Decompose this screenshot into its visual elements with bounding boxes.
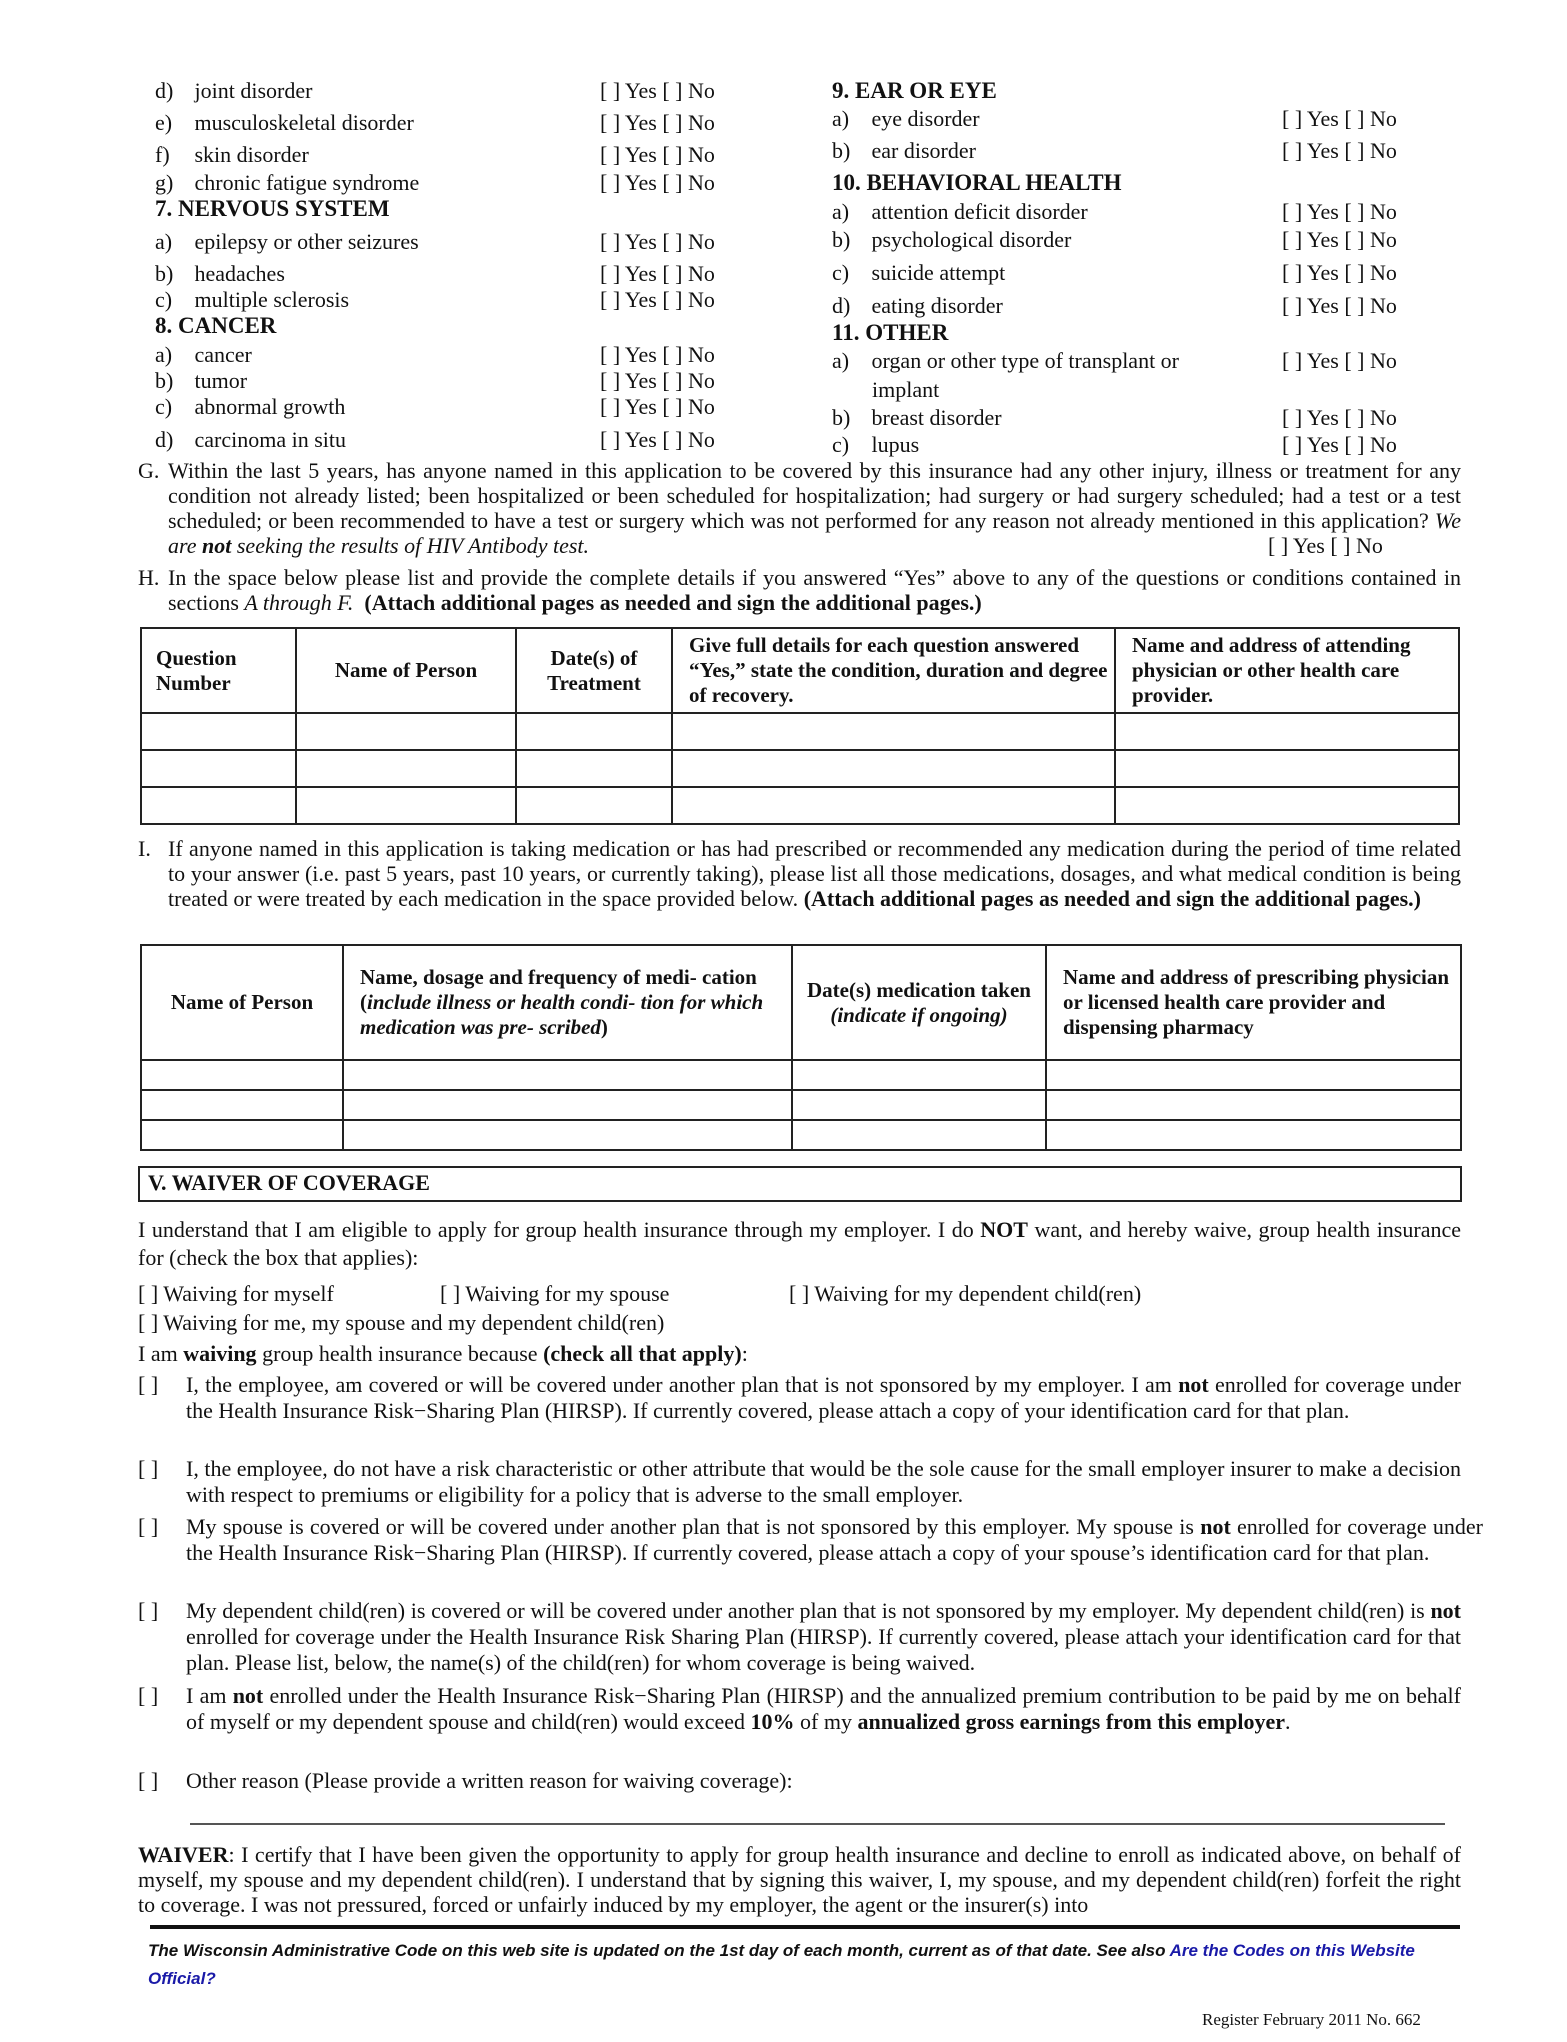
- question-item: [155, 261, 285, 287]
- item-text: cancer: [194, 342, 252, 367]
- prompt-text: group health insurance because: [256, 1341, 544, 1366]
- item-letter: a): [832, 199, 850, 224]
- question-h-italic: A through F.: [244, 590, 354, 615]
- reason-text: [186, 1514, 1483, 1566]
- waiver-text: : I certify that I have been given the opportunity to apply for group health insurance and decline to enroll as indicated above, on behalf of myself, my spouse and my dependent child(ren). I understand that by signing this waiver, I, my spouse, and my dependent child(ren) forfeit the right to coverage. I was not pressured, forced or unfairly induced by my employer, the agent or the insurer(s) into: [138, 1842, 1461, 1917]
- reason-text: [186, 1456, 1461, 1508]
- question-item: [155, 170, 419, 196]
- item-letter: b): [155, 368, 174, 393]
- reason-item: [138, 1514, 1483, 1594]
- header-dates-medication-taken: [792, 945, 1046, 1060]
- reason-text: [186, 1768, 1461, 1794]
- reason-text: [186, 1683, 1461, 1735]
- reason-bold: annualized gross earnings from this employer: [857, 1709, 1286, 1734]
- reason-text-part: My dependent child(ren) is covered or will be covered under another plan that is not sponsored by my employer. My dependent child(ren) is: [186, 1598, 1431, 1623]
- table-cell[interactable]: [516, 750, 672, 787]
- table-cell[interactable]: [672, 713, 1115, 750]
- question-item: [832, 405, 1002, 431]
- waiver-certification: [138, 1842, 1461, 1917]
- prompt-bold: (check all that apply): [543, 1341, 742, 1366]
- item-letter: e): [155, 110, 173, 135]
- table-cell[interactable]: [141, 1060, 343, 1090]
- question-item: [155, 229, 419, 255]
- note-bold: not: [202, 533, 232, 558]
- table-header-row: [141, 945, 1461, 1060]
- reason-text: [186, 1598, 1461, 1676]
- header-italic: (indicate if ongoing): [830, 1002, 1008, 1027]
- section-heading-behavioral-health: 10. BEHAVIORAL HEALTH: [832, 170, 1122, 195]
- item-text: carcinoma in situ: [194, 427, 347, 452]
- item-letter: a): [832, 106, 850, 131]
- question-item: [155, 342, 252, 368]
- reason-bold: not: [232, 1683, 264, 1708]
- table-cell[interactable]: [343, 1120, 792, 1150]
- header-question-number: Question Number: [141, 628, 296, 713]
- waiving-reason-prompt: [138, 1341, 748, 1367]
- question-g-body: [138, 458, 1461, 558]
- header-prescribing-physician: Name and address of prescribing physician or licensed health care provider and dispensing pharmacy: [1046, 945, 1461, 1060]
- question-item: [832, 138, 976, 164]
- table-cell[interactable]: [792, 1120, 1046, 1150]
- item-letter: a): [155, 229, 173, 254]
- reason-item-other: [138, 1768, 1461, 1796]
- table-cell[interactable]: [343, 1090, 792, 1120]
- question-i-body: [138, 836, 1461, 911]
- item-text: attention deficit disorder: [871, 199, 1088, 224]
- item-text: psychological disorder: [871, 227, 1072, 252]
- table-row: [141, 787, 1459, 824]
- waiver-label: WAIVER: [138, 1842, 229, 1867]
- yes-no-checkbox[interactable]: [ ] Yes [ ] No: [600, 427, 715, 452]
- table-header-row: [141, 628, 1459, 713]
- other-reason-write-line[interactable]: [190, 1823, 1445, 1825]
- table-cell[interactable]: [1115, 713, 1459, 750]
- reason-item: [138, 1683, 1461, 1763]
- item-letter: a): [832, 348, 850, 373]
- reason-item: [138, 1372, 1461, 1452]
- question-item: [832, 432, 919, 458]
- question-h: [138, 565, 1461, 615]
- reason-bold: not: [1200, 1514, 1231, 1539]
- prompt-text: I am: [138, 1341, 184, 1366]
- section-v-title: V. WAIVER OF COVERAGE: [138, 1166, 1462, 1202]
- yes-no-checkbox[interactable]: [ ] Yes [ ] No: [1282, 106, 1397, 131]
- intro-bold: NOT: [980, 1217, 1028, 1242]
- question-item: [832, 260, 1005, 286]
- table-cell[interactable]: [141, 1120, 343, 1150]
- table-cell[interactable]: [1046, 1090, 1461, 1120]
- reason-checkbox[interactable]: [ ]: [138, 1372, 159, 1397]
- waive-children-checkbox[interactable]: [ ] Waiving for my dependent child(ren): [789, 1281, 1142, 1306]
- table-cell[interactable]: [1115, 750, 1459, 787]
- question-h-label: H.: [138, 565, 160, 590]
- yes-no-checkbox[interactable]: [ ] Yes [ ] No: [1282, 405, 1397, 430]
- question-g-yes-no-checkbox[interactable]: [ ] Yes [ ] No: [1268, 533, 1383, 558]
- note-pre: We are: [168, 508, 1461, 558]
- reason-bold: not: [1430, 1598, 1461, 1623]
- item-text: organ or other type of transplant or: [871, 348, 1180, 373]
- reason-text-part: enrolled for coverage under the Health Insurance Risk Sharing Plan (HIRSP). If currently covered, please attach your identification card for that plan. Please list, below, the name(s) of the child(ren) for whom coverage is being waived.: [186, 1624, 1461, 1675]
- table-cell[interactable]: [1115, 787, 1459, 824]
- yes-no-checkbox[interactable]: [ ] Yes [ ] No: [600, 342, 715, 367]
- codes-official-link[interactable]: Are the Codes on this Website Official?: [148, 1941, 1415, 1988]
- header-text: Name, dosage and frequency of medi- cation (: [360, 965, 757, 1014]
- intro-text: I understand that I am eligible to apply for group health insurance through my employer. I do: [138, 1217, 981, 1242]
- yes-no-checkbox[interactable]: [ ] Yes [ ] No: [600, 229, 715, 254]
- intro-text-end: want, and hereby waive, group health insurance for (check the box that applies):: [138, 1217, 1461, 1270]
- yes-no-checkbox[interactable]: [ ] Yes [ ] No: [1282, 293, 1397, 318]
- question-item: [155, 142, 309, 168]
- question-i-bold: (Attach additional pages as needed and sign the additional pages.): [803, 886, 1422, 911]
- question-item: [155, 78, 312, 104]
- section-heading-cancer: 8. CANCER: [155, 313, 277, 338]
- question-item: [832, 348, 1179, 374]
- table-cell[interactable]: [141, 713, 296, 750]
- table-cell[interactable]: [516, 787, 672, 824]
- table-cell[interactable]: [296, 750, 516, 787]
- question-h-text: In the space below please list and provide the complete details if you answered “Yes” above to any of the questions or conditions contained in sections: [168, 565, 1461, 615]
- reason-text-part: of my: [794, 1709, 858, 1734]
- header-name-of-person: Name of Person: [141, 945, 343, 1060]
- reason-text-part: enrolled for coverage under the Health Insurance Risk−Sharing Plan (HIRSP). If currently covered, please attach a copy of your spouse’s identification card for that plan.: [186, 1514, 1483, 1565]
- header-text: Date(s) medication taken: [807, 977, 1031, 1002]
- table-cell[interactable]: [672, 787, 1115, 824]
- question-i-text: If anyone named in this application is taking medication or has had prescribed or recommended any medication during the period of time related to your answer (i.e. past 5 years, past 10 years, or currently taking), please list all those medications, dosages, and what medical condition is being treated or were treated by each medication in the space provided below.: [168, 836, 1461, 911]
- yes-no-checkbox[interactable]: [ ] Yes [ ] No: [1282, 138, 1397, 163]
- table-cell[interactable]: [516, 713, 672, 750]
- item-text: chronic fatigue syndrome: [194, 170, 420, 195]
- question-item: [155, 368, 247, 394]
- item-letter: b): [832, 138, 851, 163]
- reason-checkbox[interactable]: [ ]: [138, 1456, 159, 1481]
- yes-no-checkbox[interactable]: [ ] Yes [ ] No: [600, 142, 715, 167]
- table-cell[interactable]: [792, 1090, 1046, 1120]
- reason-text-part: .: [1285, 1709, 1291, 1734]
- item-text: headaches: [194, 261, 285, 286]
- reason-text-part: My spouse is covered or will be covered under another plan that is not sponsored by this employer. My spouse is: [186, 1514, 1201, 1539]
- reason-item: [138, 1598, 1461, 1678]
- table-cell[interactable]: [141, 750, 296, 787]
- header-name-of-person: Name of Person: [296, 628, 516, 713]
- item-letter: a): [155, 342, 173, 367]
- item-text: multiple sclerosis: [194, 287, 350, 312]
- item-text: suicide attempt: [871, 260, 1006, 285]
- question-item: [155, 427, 346, 453]
- reason-bold: 10%: [750, 1709, 795, 1734]
- reason-text-part: enrolled under the Health Insurance Risk−Sharing Plan (HIRSP) and the annualized premium contribution to be paid by me on behalf of myself or my dependent spouse and child(ren) would exceed: [186, 1683, 1461, 1734]
- table-row: [141, 750, 1459, 787]
- note-post: seeking the results of HIV Antibody test.: [231, 533, 590, 558]
- section-heading-nervous-system: 7. NERVOUS SYSTEM: [155, 196, 390, 221]
- yes-no-checkbox[interactable]: [ ] Yes [ ] No: [1282, 432, 1397, 457]
- table-cell[interactable]: [672, 750, 1115, 787]
- footer-divider: [150, 1925, 1460, 1929]
- item-text: joint disorder: [194, 78, 313, 103]
- header-text-end: ): [600, 1015, 608, 1039]
- item-text: epilepsy or other seizures: [194, 229, 419, 254]
- question-item-continuation: implant: [872, 377, 940, 402]
- item-text: eye disorder: [871, 106, 980, 131]
- yes-no-checkbox[interactable]: [ ] Yes [ ] No: [600, 170, 715, 195]
- item-letter: c): [155, 394, 173, 419]
- yes-no-checkbox[interactable]: [ ] Yes [ ] No: [600, 287, 715, 312]
- question-i-label: I.: [138, 836, 151, 861]
- table-cell[interactable]: [1046, 1120, 1461, 1150]
- item-letter: b): [832, 227, 851, 252]
- reason-checkbox[interactable]: [ ]: [138, 1768, 159, 1793]
- question-i: [138, 836, 1461, 911]
- header-italic: include illness or health condi- tion for which medication was pre- scribed: [360, 990, 764, 1039]
- waive-spouse-checkbox[interactable]: [ ] Waiving for my spouse: [440, 1281, 670, 1306]
- yes-no-checkbox[interactable]: [ ] Yes [ ] No: [600, 368, 715, 393]
- header-attending-physician: Name and address of attending physician or other health care provider.: [1115, 628, 1459, 713]
- question-item: [832, 199, 1088, 225]
- yes-no-checkbox[interactable]: [ ] Yes [ ] No: [1282, 199, 1397, 224]
- item-letter: g): [155, 170, 174, 195]
- waive-all-checkbox[interactable]: [ ] Waiving for me, my spouse and my dependent child(ren): [138, 1310, 665, 1335]
- item-text: abnormal growth: [194, 394, 346, 419]
- yes-no-checkbox[interactable]: [ ] Yes [ ] No: [1282, 227, 1397, 252]
- reason-text-part: I, the employee, am covered or will be covered under another plan that is not sponsored by my employer. I am: [186, 1372, 1179, 1397]
- table-cell[interactable]: [296, 787, 516, 824]
- item-letter: d): [155, 78, 174, 103]
- item-text: tumor: [194, 368, 248, 393]
- question-h-body: [138, 565, 1461, 615]
- question-item: [155, 394, 345, 420]
- item-letter: b): [832, 405, 851, 430]
- question-item: [155, 110, 414, 136]
- reason-item: [138, 1456, 1461, 1510]
- reason-text-part: I, the employee, do not have a risk characteristic or other attribute that would be the sole cause for the small employer insurer to make a decision with respect to premiums or eligibility for a policy that is adverse to the small employer.: [186, 1456, 1461, 1507]
- item-letter: d): [155, 427, 174, 452]
- reason-checkbox[interactable]: [ ]: [138, 1514, 159, 1539]
- item-text: skin disorder: [194, 142, 309, 167]
- item-text: lupus: [871, 432, 920, 457]
- section-v-intro: [138, 1216, 1461, 1272]
- header-dates-of-treatment: Date(s) of Treatment: [516, 628, 672, 713]
- footer-note-text: The Wisconsin Administrative Code on this web site is updated on the 1st day of each month, current as of that date. See also: [148, 1941, 1170, 1960]
- yes-no-checkbox[interactable]: [ ] Yes [ ] No: [1282, 348, 1397, 373]
- prompt-text: :: [741, 1341, 748, 1366]
- table-cell[interactable]: [1046, 1060, 1461, 1090]
- question-item: [832, 106, 980, 132]
- reason-checkbox[interactable]: [ ]: [138, 1683, 159, 1708]
- section-heading-other: 11. OTHER: [832, 320, 949, 345]
- table-cell[interactable]: [141, 787, 296, 824]
- header-full-details: Give full details for each question answered “Yes,” state the condition, duration and degree of recovery.: [672, 628, 1115, 713]
- item-letter: d): [832, 293, 851, 318]
- header-medication-name-dosage: [343, 945, 792, 1060]
- table-cell[interactable]: [343, 1060, 792, 1090]
- table-cell[interactable]: [792, 1060, 1046, 1090]
- reason-text-part: I am: [186, 1683, 233, 1708]
- question-h-bold: (Attach additional pages as needed and sign the additional pages.): [364, 590, 982, 615]
- yes-no-checkbox[interactable]: [ ] Yes [ ] No: [600, 78, 715, 103]
- item-text: breast disorder: [871, 405, 1002, 430]
- question-item: [832, 227, 1071, 253]
- yes-no-checkbox[interactable]: [ ] Yes [ ] No: [600, 110, 715, 135]
- item-letter: f): [155, 142, 170, 167]
- item-letter: c): [832, 432, 850, 457]
- yes-no-checkbox[interactable]: [ ] Yes [ ] No: [600, 394, 715, 419]
- item-text: eating disorder: [871, 293, 1003, 318]
- item-text: ear disorder: [871, 138, 976, 163]
- question-item: [155, 287, 349, 313]
- table-cell[interactable]: [141, 1090, 343, 1120]
- reason-text-part: Other reason (Please provide a written reason for waiving coverage):: [186, 1768, 793, 1793]
- yes-no-checkbox[interactable]: [ ] Yes [ ] No: [600, 261, 715, 286]
- item-letter: b): [155, 261, 174, 286]
- section-heading-ear-or-eye: 9. EAR OR EYE: [832, 78, 997, 103]
- item-text: musculoskeletal disorder: [194, 110, 414, 135]
- treatment-details-table: [140, 627, 1460, 825]
- item-letter: c): [832, 260, 850, 285]
- question-g-text: Within the last 5 years, has anyone named in this application to be covered by this insurance had any other injury, illness or treatment for any condition not already listed; been hospitalized or been scheduled for hospitalization; had surgery or had surgery scheduled; had a test or a test scheduled; or been recommended to have a test or surgery which was not performed for any reason not already mentioned in this application?: [168, 458, 1461, 533]
- table-row: [141, 1060, 1461, 1090]
- reason-text: [186, 1372, 1461, 1424]
- question-g-label: G.: [138, 458, 160, 483]
- reason-bold: not: [1178, 1372, 1209, 1397]
- table-row: [141, 713, 1459, 750]
- question-item: [832, 293, 1003, 319]
- footer-note: [148, 1937, 1468, 1993]
- table-cell[interactable]: [296, 713, 516, 750]
- medication-table: [140, 944, 1462, 1151]
- table-row: [141, 1090, 1461, 1120]
- question-g: [138, 458, 1461, 558]
- waive-myself-checkbox[interactable]: [ ] Waiving for myself: [138, 1281, 334, 1306]
- yes-no-checkbox[interactable]: [ ] Yes [ ] No: [1282, 260, 1397, 285]
- prompt-bold: waiving: [183, 1341, 257, 1366]
- register-info: Register February 2011 No. 662: [1202, 2010, 1421, 2029]
- table-row: [141, 1120, 1461, 1150]
- item-letter: c): [155, 287, 173, 312]
- reason-checkbox[interactable]: [ ]: [138, 1598, 159, 1623]
- reason-text-part: enrolled for coverage under the Health Insurance Risk−Sharing Plan (HIRSP). If currently covered, please attach a copy of your identification card for that plan.: [186, 1372, 1461, 1423]
